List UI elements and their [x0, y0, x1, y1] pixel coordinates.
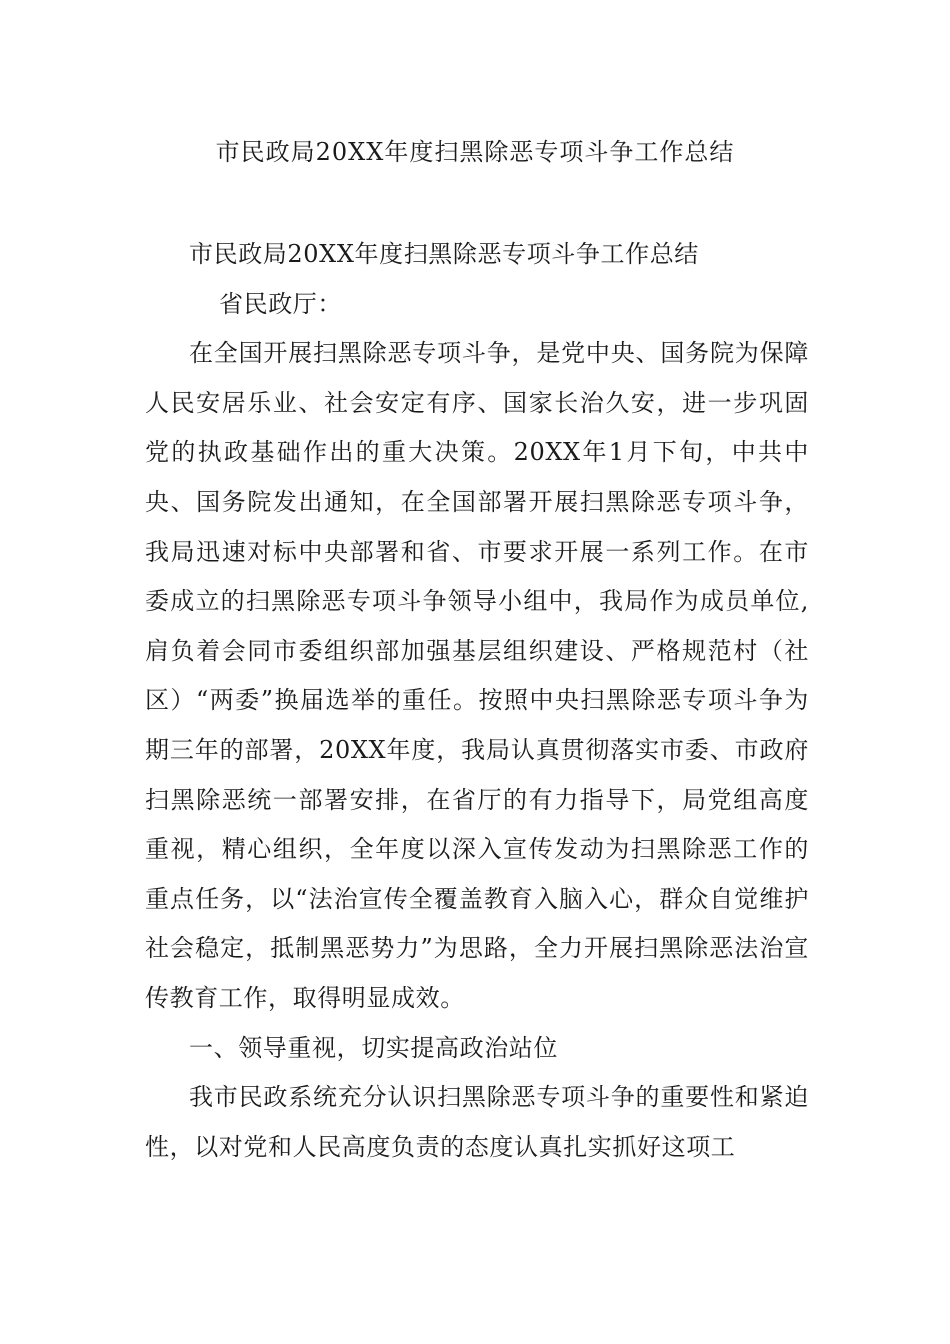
body-paragraph-section-1: 我市民政系统充分认识扫黑除恶专项斗争的重要性和紧迫性，以对党和人民高度负责的态度认真扎实抓好这项工 — [145, 1083, 809, 1161]
document-title: 市民政局20XX年度扫黑除恶专项斗争工作总结 — [215, 138, 735, 166]
salutation: 省民政厅： — [219, 289, 342, 318]
document-subtitle: 市民政局20XX年度扫黑除恶专项斗争工作总结 — [189, 240, 699, 268]
section-heading-1: 一、领导重视，切实提高政治站位 — [189, 1033, 558, 1062]
document-body — [145, 230, 809, 1161]
body-paragraph-intro: 在全国开展扫黑除恶专项斗争，是党中央、国务院为保障人民安居乐业、社会安定有序、国家长治久安，进一步巩固党的执政基础作出的重大决策。20XX年1月下旬，中共中央、国务院发出通知，在全国部署开展扫黑除恶专项斗争，我局迅速对标中央部署和省、市要求开展一系列工作。在市委成立的扫黑除恶专项斗争领导小组中，我局作为成员单位,肩负着会同市委组织部加强基层组织建设、严格规范村（社区）“两委”换届选举的重任。按照中央扫黑除恶专项斗争为期三年的部署，20XX年度，我局认真贯彻落实市委、市政府扫黑除恶统一部署安排，在省厅的有力指导下，局党组高度重视，精心组织，全年度以深入宣传发动为扫黑除恶工作的重点任务，以“法治宣传全覆盖教育入脑入心，群众自觉维护社会稳定，抵制黑恶势力”为思路，全力开展扫黑除恶法治宣传教育工作，取得明显成效。 — [145, 339, 809, 1012]
